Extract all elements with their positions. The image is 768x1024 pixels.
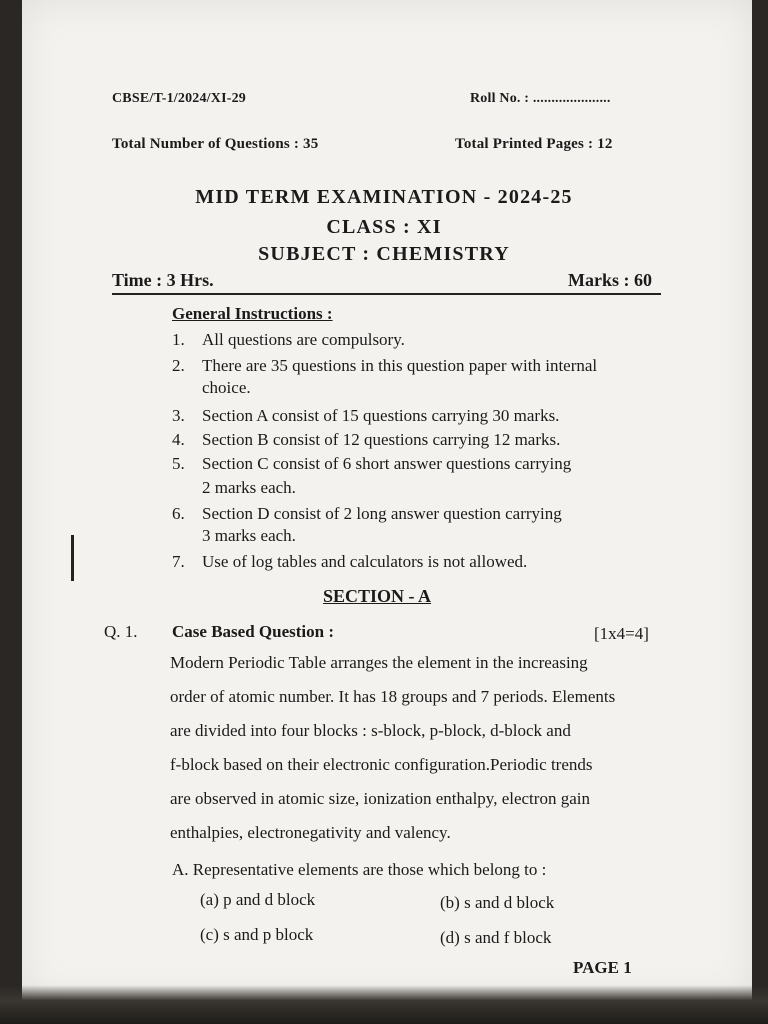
option-a: (a) p and d block <box>200 890 316 909</box>
page-number: PAGE 1 <box>573 958 632 977</box>
subject-title: SUBJECT : CHEMISTRY <box>258 243 510 265</box>
instruction-item: 1. All questions are compulsory. <box>172 330 405 349</box>
sub-question: A. Representative elements are those which belong to : <box>172 860 547 879</box>
instruction-item-continued: 2 marks each. <box>202 478 296 497</box>
instruction-item: 3. Section A consist of 15 questions carrying 30 marks. <box>172 406 560 425</box>
instruction-item: 5. Section C consist of 6 short answer questions carrying <box>172 454 572 473</box>
instruction-item: 4. Section B consist of 12 questions carrying 12 marks. <box>172 430 561 449</box>
instruction-item: 2. There are 35 questions in this question paper with internal <box>172 356 598 375</box>
instructions-heading: General Instructions : <box>172 304 333 323</box>
total-questions: Total Number of Questions : 35 <box>112 136 319 152</box>
option-c: (c) s and p block <box>200 925 314 944</box>
option-b: (b) s and d block <box>440 893 555 912</box>
question-title: Case Based Question : <box>172 622 334 641</box>
time-label: Time : 3 Hrs. <box>112 270 214 290</box>
instruction-item: 7. Use of log tables and calculators is not allowed. <box>172 552 528 571</box>
header-divider <box>112 293 661 295</box>
class-title: CLASS : XI <box>326 216 442 238</box>
case-paragraph: Modern Periodic Table arranges the element in the increasing order of atomic number. It has 18 groups and 7 periods. Elements are divided into four blocks : s-block, p-block, d-block and f-block based on their electronic configuration.Periodic trends are observed in atomic size, ionization enthalpy, electron gain enthalpies, electronegativity and valency. <box>170 653 616 842</box>
question-marks: [1x4=4] <box>594 624 649 643</box>
question-number: Q. 1. <box>104 622 138 641</box>
pen-mark <box>71 535 74 581</box>
instruction-item: 6. Section D consist of 2 long answer question carrying <box>172 504 562 523</box>
instruction-item-continued: choice. <box>202 378 251 397</box>
marks-label: Marks : 60 <box>568 270 652 290</box>
section-heading: SECTION - A <box>323 586 432 606</box>
photo-shadow <box>0 985 768 1024</box>
instruction-item-continued: 3 marks each. <box>202 526 296 545</box>
paper-code: CBSE/T-1/2024/XI-29 <box>112 91 246 106</box>
total-printed-pages: Total Printed Pages : 12 <box>455 136 613 152</box>
roll-number-field: Roll No. : ..................... <box>470 91 611 106</box>
option-d: (d) s and f block <box>440 928 552 947</box>
exam-title: MID TERM EXAMINATION - 2024-25 <box>195 186 573 208</box>
